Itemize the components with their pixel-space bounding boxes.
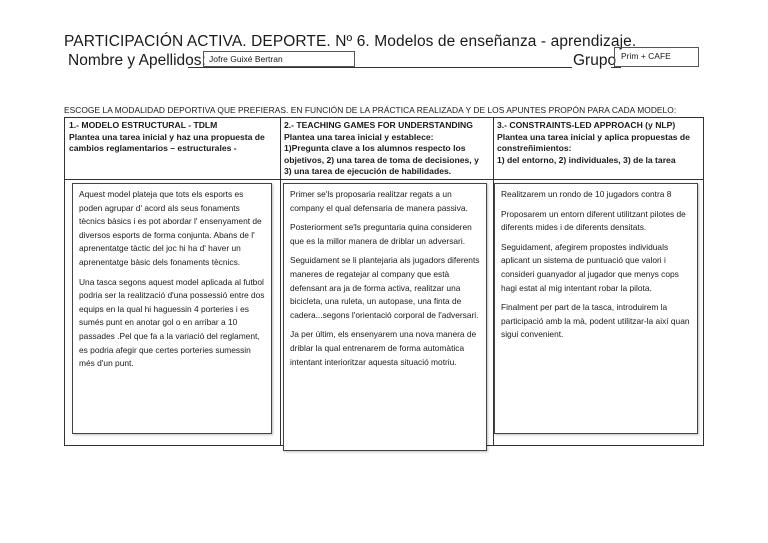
document-title: PARTICIPACIÓN ACTIVA. DEPORTE. Nº 6. Modelos de enseñanza - aprendizaje. [64,33,637,50]
heading-line: 3.- CONSTRAINTS-LED APPROACH (y NLP) [497,120,676,130]
heading-line: cambios reglamentarios – estructurales - [69,143,237,154]
answer-paragraph: Una tasca segons aquest model aplicada al futbol podria ser la realització d'una possessió entre dos equips en la qual hi haguessin 4 porteries i es sumés punt en anotar gol o en arribar a 10 passades .Pel que fa a la variació del reglament, es podria afegir que certes porteries sumessin més d'un punt. [79,276,265,369]
heading-line: constreñimientos: [497,143,572,154]
group-label: Grupo [573,52,617,69]
heading-line: objetivos, 2) una tarea de toma de decisiones, y [284,154,479,165]
heading-line: 1) del entorno, 2) individuales, 3) de la tarea [497,154,676,165]
instructions-text: ESCOGE LA MODALIDAD DEPORTIVA QUE PREFIERAS. EN FUNCIÓN DE LA PRÁCTICA REALIZADA Y DE LOS APUNTES PROPÓN PARA CADA MODELO: [64,105,677,115]
answer-paragraph: Realitzarem un rondo de 10 jugadors contra 8 [501,189,672,199]
answer-paragraph: Seguidament, afegirem propostes individuals aplicant un sistema de puntuació que valori i consideri guanyador al jugador que menys cops hagi estat al mig intentant robar la pilota. [501,241,679,293]
answer-box-cla[interactable] [494,183,698,434]
group-underline [611,67,621,68]
heading-line: Plantea una tarea inicial y establece: [284,131,434,142]
heading-line: 1.- MODELO ESTRUCTURAL - TDLM [69,120,218,130]
heading-line: 3) una tarea de ejecución de habilidades. [284,166,452,177]
answer-paragraph: Aquest model plateja que tots els esports es poden agrupar d' acord als seus fonaments tècnics bàsics i es pot abordar l' ensenyament de diversos esports de forma conjunta. Abans de l' aprenentatge tàctic del joc hi ha d' haver un aprenentatge bàsic dels fonaments tècnics. [79,189,262,267]
heading-line: 1)Pregunta clave a los alumnos respecto los [284,143,466,154]
answer-paragraph: Proposarem un entorn diferent utilitzant pilotes de diferents mides i de diferents densitats. [501,208,686,233]
name-field[interactable]: Jofre Guixé Bertran [203,51,355,67]
heading-line: Plantea una tarea inicial y haz una propuesta de [69,131,265,142]
answer-paragraph: Ja per últim, els ensenyarem una nova manera de driblar la qual entrenarem de forma automàtica intentant interioritzar aquesta situació motriu. [290,329,477,367]
answer-paragraph: Finalment per part de la tasca, introduirem la participació amb la mà, podent utilitzar-la així quan sigui convenient. [501,302,690,340]
group-field[interactable]: Prim + CAFE [614,47,699,67]
column-divider [280,118,281,445]
answer-paragraph: Seguidament se li plantejaria als jugadors diferents maneres de regatejar al company que està defensant ara ja de forma activa, realitzar una bicicleta, una ruleta, un autopase, una finta de cadera...segons l'orientació corporal de l'adversari. [290,255,480,320]
header-row-divider [65,179,703,180]
column-heading-tdlm [69,120,277,155]
answer-paragraph: Posteriorment se'ls preguntaria quina consideren que es la millor manera de driblar un adversari. [290,222,472,246]
name-underline [188,67,572,68]
heading-line: Plantea una tarea inicial y aplica propuestas de [497,131,690,142]
column-heading-cla [497,120,703,166]
heading-line: 2.- TEACHING GAMES FOR UNDERSTANDING [284,120,473,130]
answer-paragraph: Primer se'ls proposaria realitzar regats a un company el qual defensaria de manera passiva. [290,189,468,213]
answer-box-tdlm[interactable] [72,183,272,434]
answer-box-tgfu[interactable] [283,183,487,451]
column-heading-tgfu [284,120,490,178]
name-label: Nombre y Apellidos: [68,52,206,69]
